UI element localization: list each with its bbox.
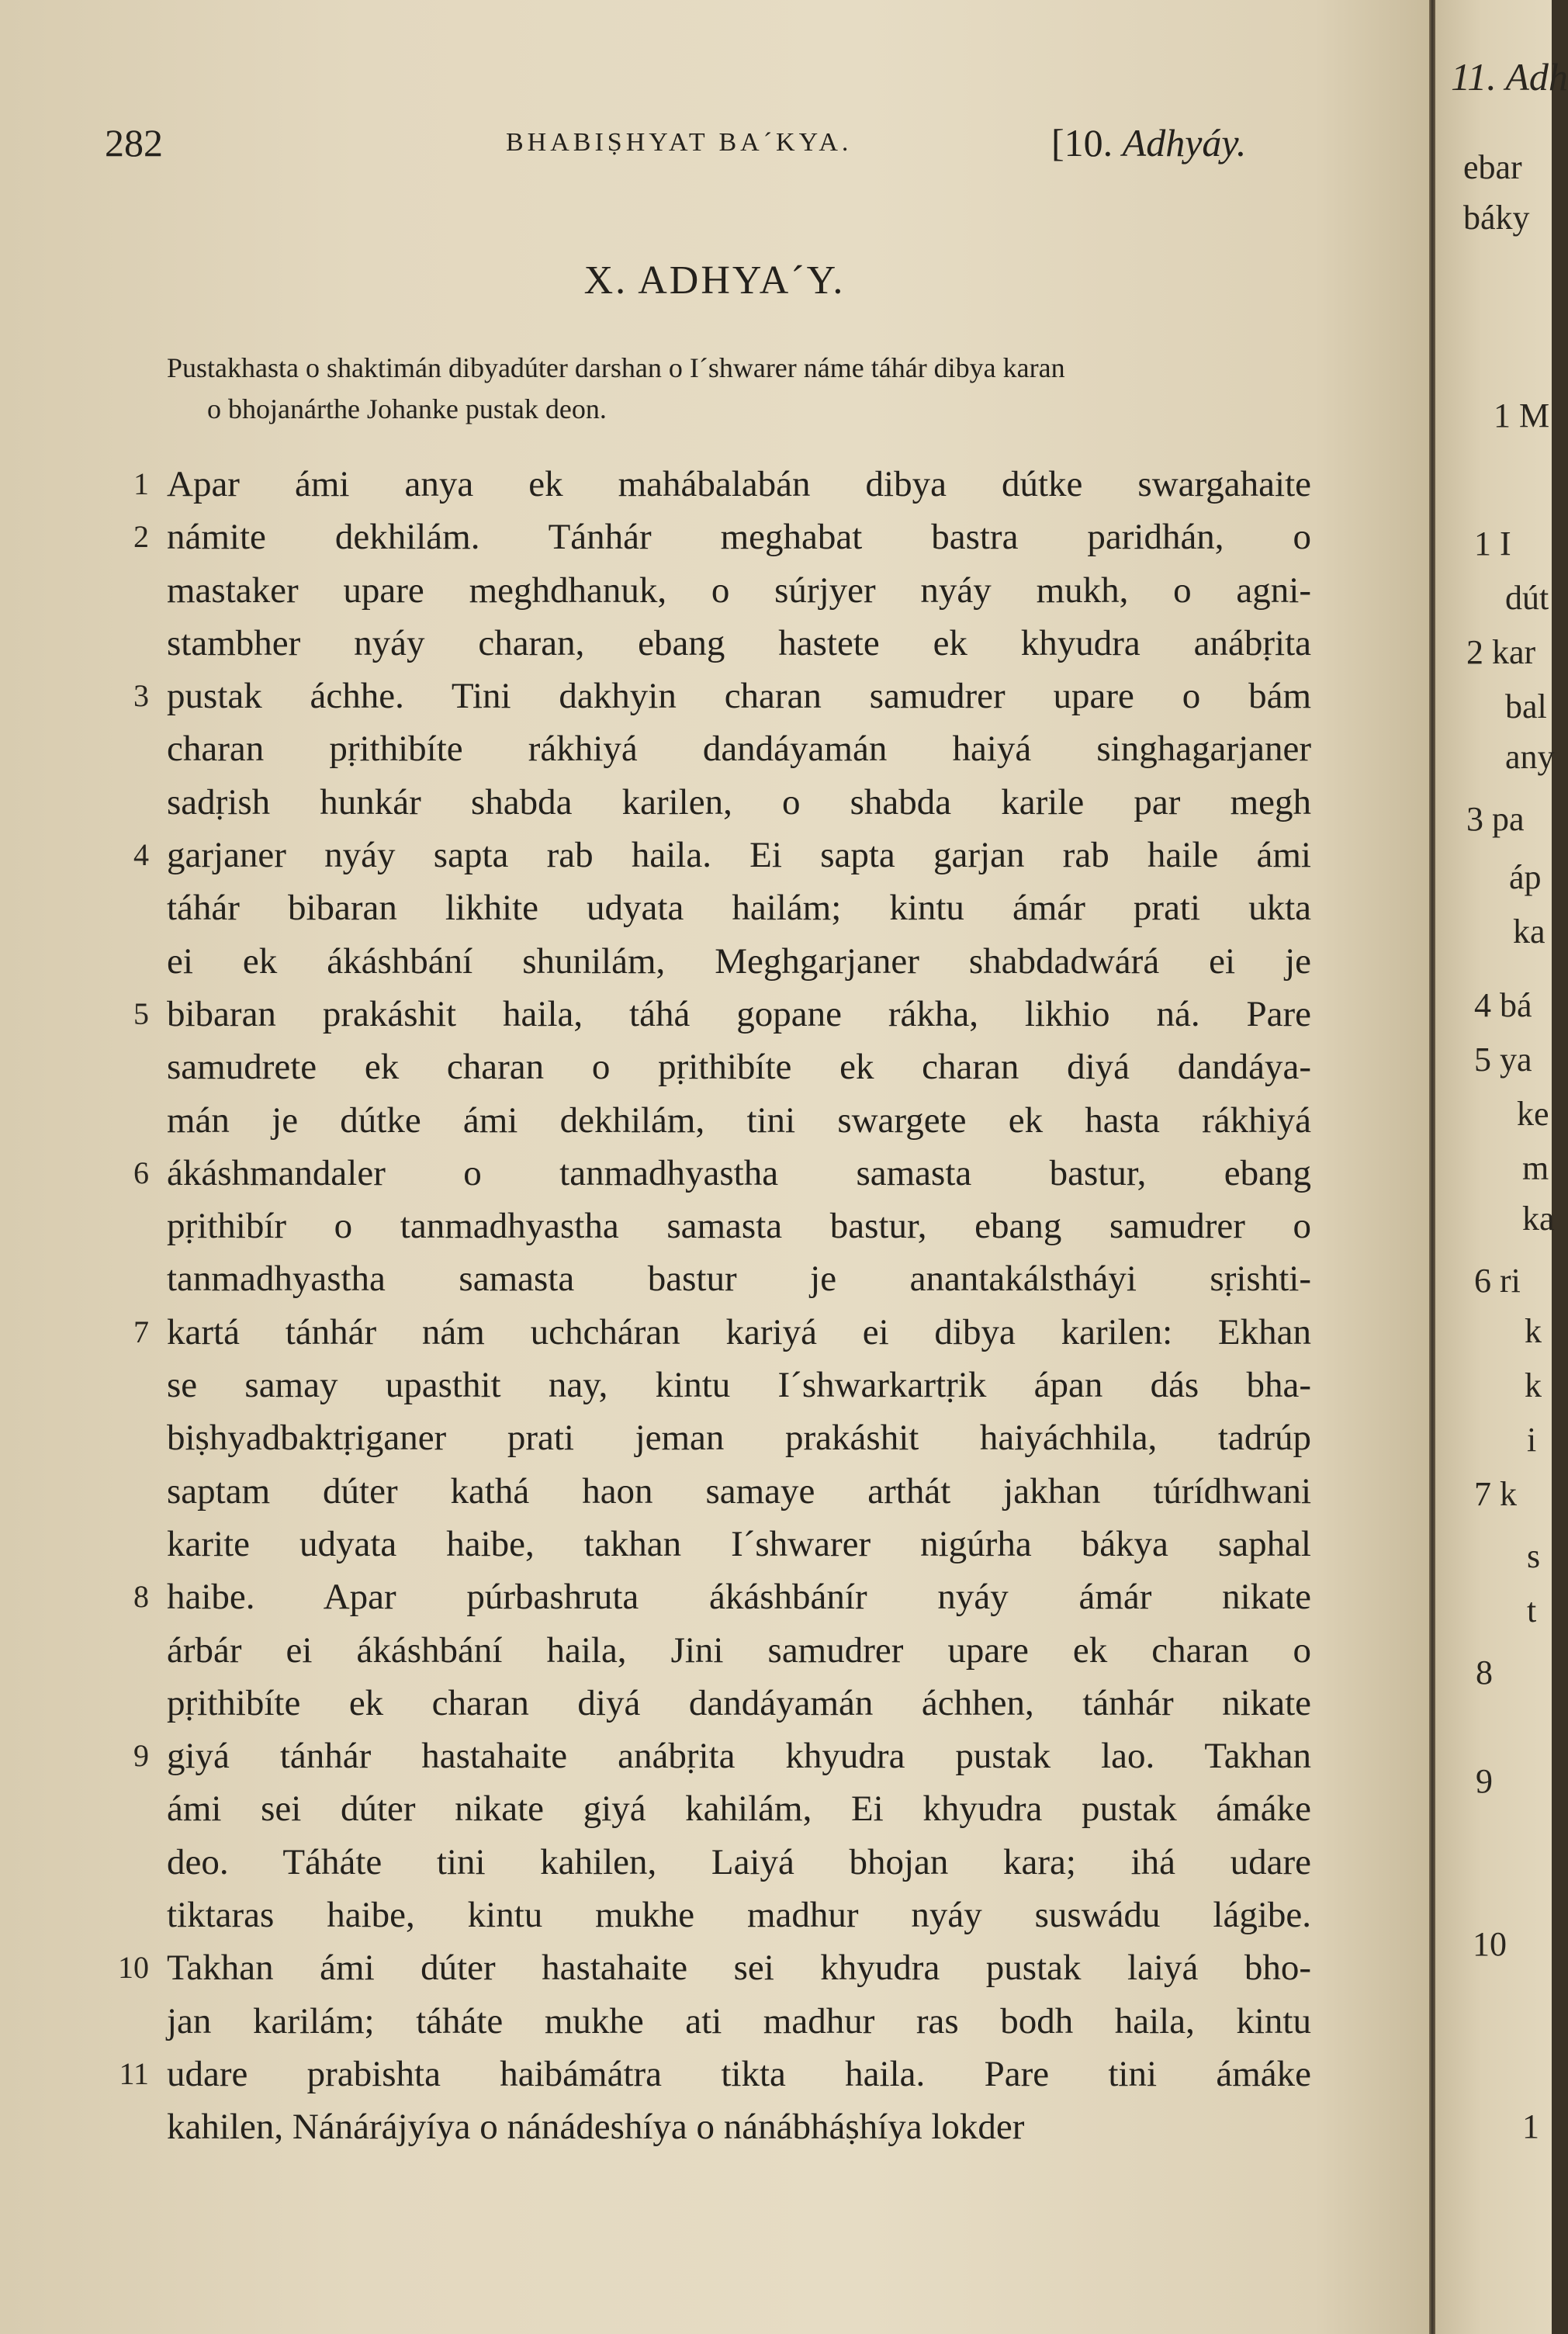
facing-page-fragment: 1 M — [1494, 397, 1550, 435]
text-line — [0, 511, 1429, 563]
text-line — [0, 2100, 1429, 2153]
text-line — [0, 1359, 1429, 1411]
verse-text: udare prabishta haibámátra tikta haila. Pare tini ámáke — [167, 2053, 1311, 2094]
verse-text: saptam dúter kathá haon samaye arthát jakhan túrídhwani — [167, 1470, 1311, 1512]
verse-number: 11 — [119, 2055, 149, 2091]
verse-text: tiktaras haibe, kintu mukhe madhur nyáy suswádu lágibe. — [167, 1895, 1311, 1936]
facing-page-fragment: m — [1522, 1149, 1549, 1187]
verse-text: Apar ámi anya ek mahábalabán dibya dútke swargahaite — [167, 464, 1311, 504]
verse-text: táhár bibaran likhite udyata hailám; kintu ámár prati ukta — [167, 888, 1311, 929]
facing-page-edge — [1435, 0, 1568, 2334]
text-line — [0, 1147, 1429, 1200]
text-line — [0, 1836, 1429, 1889]
facing-page-fragment: ka — [1522, 1200, 1555, 1238]
verse-text-block — [0, 458, 1429, 2154]
text-line — [0, 829, 1429, 881]
text-line — [0, 1465, 1429, 1518]
text-line — [0, 564, 1429, 617]
chapter-summary — [167, 348, 1300, 430]
verse-number: 5 — [133, 996, 149, 1031]
facing-page-fragment: ke — [1517, 1095, 1549, 1133]
facing-page-fragment: 1 — [1522, 2107, 1539, 2145]
text-line — [0, 776, 1429, 829]
running-title: BHABIṢHYAT BA´KYA. — [506, 128, 853, 157]
facing-page-fragment: s — [1527, 1537, 1541, 1575]
facing-page-fragment: 9 — [1476, 1762, 1493, 1800]
text-line — [0, 881, 1429, 934]
facing-page-fragment: 3 pa — [1466, 800, 1525, 838]
facing-page-fragment: 4 bá — [1474, 986, 1532, 1024]
facing-page-fragment: báky — [1463, 199, 1530, 237]
facing-page-fragment: k — [1525, 1366, 1542, 1404]
verse-text: karite udyata haibe, takhan I´shwarer nigúrha bákya saphal — [167, 1523, 1311, 1564]
facing-page-fragment: 6 ri — [1474, 1262, 1521, 1300]
verse-text: biṣhyadbaktṛiganer prati jeman prakáshit haiyáchhila, tadrúp — [167, 1418, 1311, 1459]
facing-page-fragment: 10 — [1473, 1925, 1507, 1963]
text-line — [0, 722, 1429, 775]
verse-text: námite dekhilám. Tánhár meghabat bastra paridhán, o — [167, 517, 1311, 558]
text-line — [0, 1730, 1429, 1782]
text-line — [0, 1677, 1429, 1730]
verse-text: Takhan ámi dúter hastahaite sei khyudra pustak laiyá bho- — [167, 1948, 1311, 1989]
running-head — [0, 120, 1429, 167]
text-line — [0, 458, 1429, 511]
facing-page-fragment: any — [1505, 738, 1555, 776]
verse-number: 9 — [133, 1738, 149, 1774]
facing-page-fragment: k — [1525, 1312, 1542, 1350]
text-line — [0, 1200, 1429, 1252]
chapter-title: X. ADHYA´Y. — [583, 258, 846, 303]
verse-text: haibe. Apar púrbashruta ákáshbánír nyáy ámár nikate — [167, 1577, 1311, 1618]
facing-page-fragment: dút — [1505, 579, 1549, 617]
text-line — [0, 1889, 1429, 1941]
verse-text: jan karilám; táháte mukhe ati madhur ras bodh haila, kintu — [167, 2000, 1311, 2041]
verse-text: deo. Táháte tini kahilen, Laiyá bhojan kara; ihá udare — [167, 1841, 1311, 1882]
verse-text: mastaker upare meghdhanuk, o súrjyer nyáy mukh, o agni- — [167, 570, 1311, 611]
verse-text: kahilen, Nánárájyíya o nánádeshíya o nánábháṣhíya lokder — [167, 2107, 1025, 2148]
verse-text: tanmadhyastha samasta bastur je anantakálstháyi sṛishti- — [167, 1259, 1311, 1300]
text-line — [0, 1306, 1429, 1359]
verse-number: 7 — [133, 1314, 149, 1349]
text-line — [0, 1570, 1429, 1623]
verse-text: garjaner nyáy sapta rab haila. Ei sapta garjan rab haile ámi — [167, 835, 1311, 876]
text-line — [0, 1252, 1429, 1305]
text-line — [0, 1782, 1429, 1835]
verse-text: stambher nyáy charan, ebang hastete ek khyudra anábṛita — [167, 622, 1311, 663]
facing-page-fragment: bal — [1505, 687, 1547, 725]
verse-number: 10 — [118, 1950, 149, 1986]
text-line — [0, 1411, 1429, 1464]
text-line — [0, 1941, 1429, 1994]
text-line — [0, 1094, 1429, 1147]
verse-text: ákáshmandaler o tanmadhyastha samasta bastur, ebang — [167, 1152, 1311, 1193]
summary-line: Pustakhasta o shaktimán dibyadúter darshan o I´shwarer náme táhár dibya karan — [167, 352, 1065, 383]
text-line — [0, 1995, 1429, 2048]
verse-text: se samay upasthit nay, kintu I´shwarkartṛik ápan dás bha- — [167, 1365, 1311, 1406]
text-line — [0, 1518, 1429, 1570]
verse-text: sadṛish hunkár shabda karilen, o shabda karile par megh — [167, 781, 1311, 822]
verse-text: charan pṛithibíte rákhiyá dandáyamán haiyá singhagarjaner — [167, 729, 1311, 770]
text-line — [0, 935, 1429, 988]
facing-page-header: 11. Adh — [1451, 55, 1568, 99]
page-number: 282 — [105, 121, 163, 164]
text-line — [0, 617, 1429, 670]
facing-page-fragment: 1 I — [1474, 525, 1511, 563]
verse-number: 6 — [133, 1155, 149, 1190]
verse-text: samudrete ek charan o pṛithibíte ek charan diyá dandáya- — [167, 1047, 1311, 1088]
text-line — [0, 988, 1429, 1041]
text-line — [0, 670, 1429, 722]
text-line — [0, 1041, 1429, 1093]
verse-text: pṛithibíte ek charan diyá dandáyamán áchhen, tánhár nikate — [167, 1682, 1311, 1723]
facing-page-fragment: 2 kar — [1466, 633, 1536, 671]
facing-page-fragment: áp — [1509, 858, 1542, 896]
verse-number: 2 — [133, 519, 149, 555]
verse-number: 1 — [133, 466, 149, 501]
verse-text: árbár ei ákáshbání haila, Jini samudrer upare ek charan o — [167, 1629, 1311, 1671]
verse-text: giyá tánhár hastahaite anábṛita khyudra pustak lao. Takhan — [167, 1736, 1311, 1777]
verse-text: ámi sei dúter nikate giyá kahilám, Ei khyudra pustak ámáke — [167, 1789, 1311, 1830]
verse-text: bibaran prakáshit haila, táhá gopane rákha, likhio ná. Pare — [167, 993, 1311, 1034]
summary-line: o bhojanárthe Johanke pustak deon. — [207, 393, 607, 424]
text-line — [0, 1624, 1429, 1677]
facing-page-fragment: t — [1527, 1591, 1537, 1629]
verse-text: ei ek ákáshbání shunilám, Meghgarjaner shabdadwárá ei je — [167, 940, 1311, 982]
facing-page-fragment: i — [1527, 1421, 1537, 1459]
section-tag — [1051, 120, 1246, 165]
facing-page-fragment: ebar — [1463, 148, 1522, 186]
section-label: Adhyáy. — [1122, 121, 1247, 164]
verse-text: pustak áchhe. Tini dakhyin charan samudrer upare o bám — [167, 676, 1311, 717]
facing-page-fragment: 8 — [1476, 1654, 1493, 1692]
verse-number: 8 — [133, 1579, 149, 1615]
verse-text: kartá tánhár nám uchcháran kariyá ei dibya karilen: Ekhan — [167, 1311, 1311, 1352]
verse-text: mán je dútke ámi dekhilám, tini swargete ek hasta rákhiyá — [167, 1099, 1311, 1141]
verse-text: pṛithibír o tanmadhyastha samasta bastur, ebang samudrer o — [167, 1206, 1311, 1247]
text-line — [0, 2048, 1429, 2100]
verse-number: 4 — [133, 837, 149, 873]
facing-page-fragment: 7 k — [1474, 1475, 1517, 1513]
book-gutter — [1429, 0, 1435, 2334]
facing-page-fragment: ka — [1513, 912, 1546, 951]
facing-page-fragment: 5 ya — [1474, 1041, 1532, 1079]
section-number: [10. — [1051, 121, 1113, 164]
verse-number: 3 — [133, 678, 149, 714]
